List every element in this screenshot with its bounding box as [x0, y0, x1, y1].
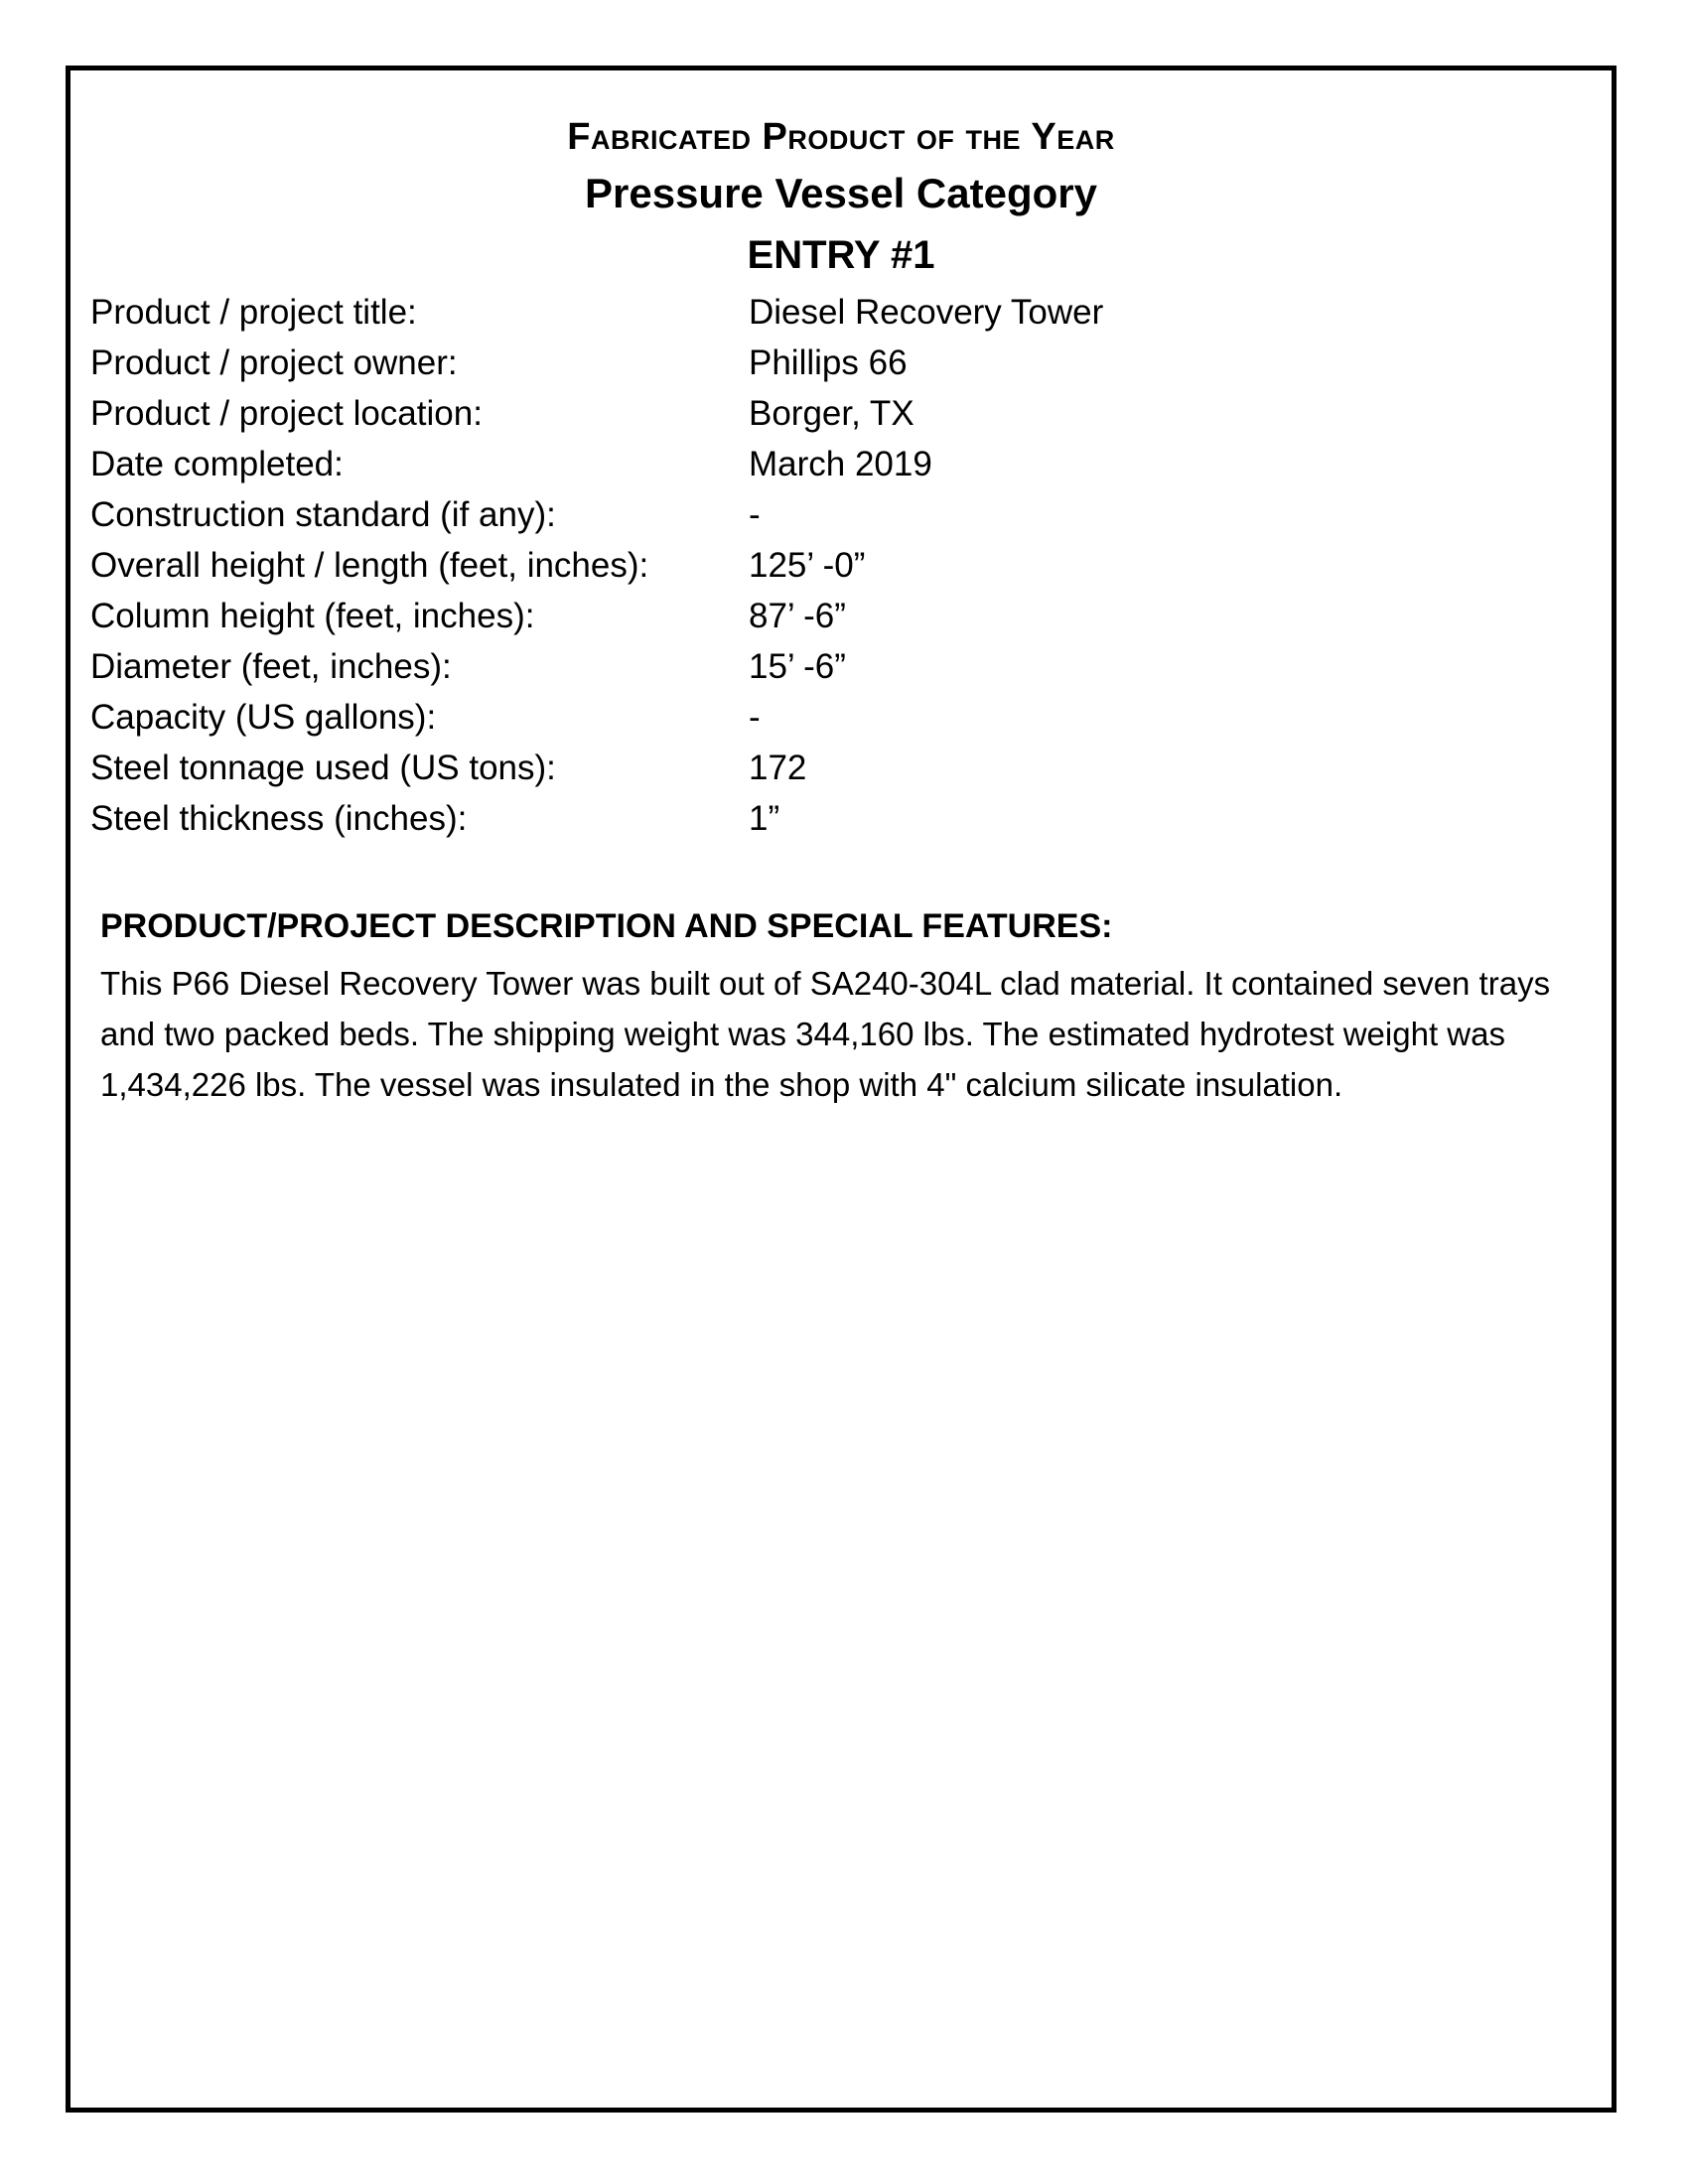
field-value: Diesel Recovery Tower: [749, 292, 1104, 332]
field-value: -: [749, 697, 761, 737]
field-row-owner: [90, 338, 1580, 388]
field-label: Product / project location:: [90, 393, 483, 433]
field-row-steel-tonnage: [90, 743, 1580, 793]
field-row-steel-thickness: [90, 793, 1580, 844]
field-value: Phillips 66: [749, 342, 908, 382]
project-fields: [90, 287, 1580, 844]
field-value: 1”: [749, 798, 780, 838]
field-row-diameter: [90, 641, 1580, 692]
award-title: Fabricated Product of the Year: [567, 116, 1115, 158]
field-row-capacity: [90, 692, 1580, 743]
description-heading: PRODUCT/PROJECT DESCRIPTION AND SPECIAL FEATURES:: [100, 907, 1113, 945]
field-label: Capacity (US gallons):: [90, 697, 437, 737]
field-value: March 2019: [749, 444, 932, 483]
field-label: Steel thickness (inches):: [90, 798, 468, 838]
field-row-overall-height: [90, 540, 1580, 591]
field-value: 87’ -6”: [749, 596, 846, 635]
field-row-location: [90, 388, 1580, 439]
field-value: Borger, TX: [749, 393, 914, 433]
field-label: Column height (feet, inches):: [90, 596, 535, 635]
category-title: Pressure Vessel Category: [585, 170, 1097, 216]
field-row-construction-standard: [90, 489, 1580, 540]
field-label: Diameter (feet, inches):: [90, 646, 452, 686]
field-label: Construction standard (if any):: [90, 494, 556, 534]
field-label: Product / project title:: [90, 292, 417, 332]
description-text: This P66 Diesel Recovery Tower was built out of SA240-304L clad material. It contained seven trays and two packed beds. The shipping weight was 344,160 lbs. The estimated hydrotest weight was 1,434,226 lbs. The vessel was insulated in the shop with 4" calcium silicate insulation.: [100, 965, 1551, 1103]
field-label: Date completed:: [90, 444, 344, 483]
field-label: Steel tonnage used (US tons):: [90, 748, 556, 787]
field-value: -: [749, 494, 761, 534]
field-row-title: [90, 287, 1580, 338]
field-value: 125’ -0”: [749, 545, 866, 585]
field-row-column-height: [90, 591, 1580, 641]
field-value: 15’ -6”: [749, 646, 846, 686]
field-label: Overall height / length (feet, inches):: [90, 545, 649, 585]
field-value: 172: [749, 748, 807, 787]
field-row-date-completed: [90, 439, 1580, 489]
field-label: Product / project owner:: [90, 342, 458, 382]
entry-number: ENTRY #1: [747, 233, 935, 277]
page-border: [66, 66, 1617, 2113]
